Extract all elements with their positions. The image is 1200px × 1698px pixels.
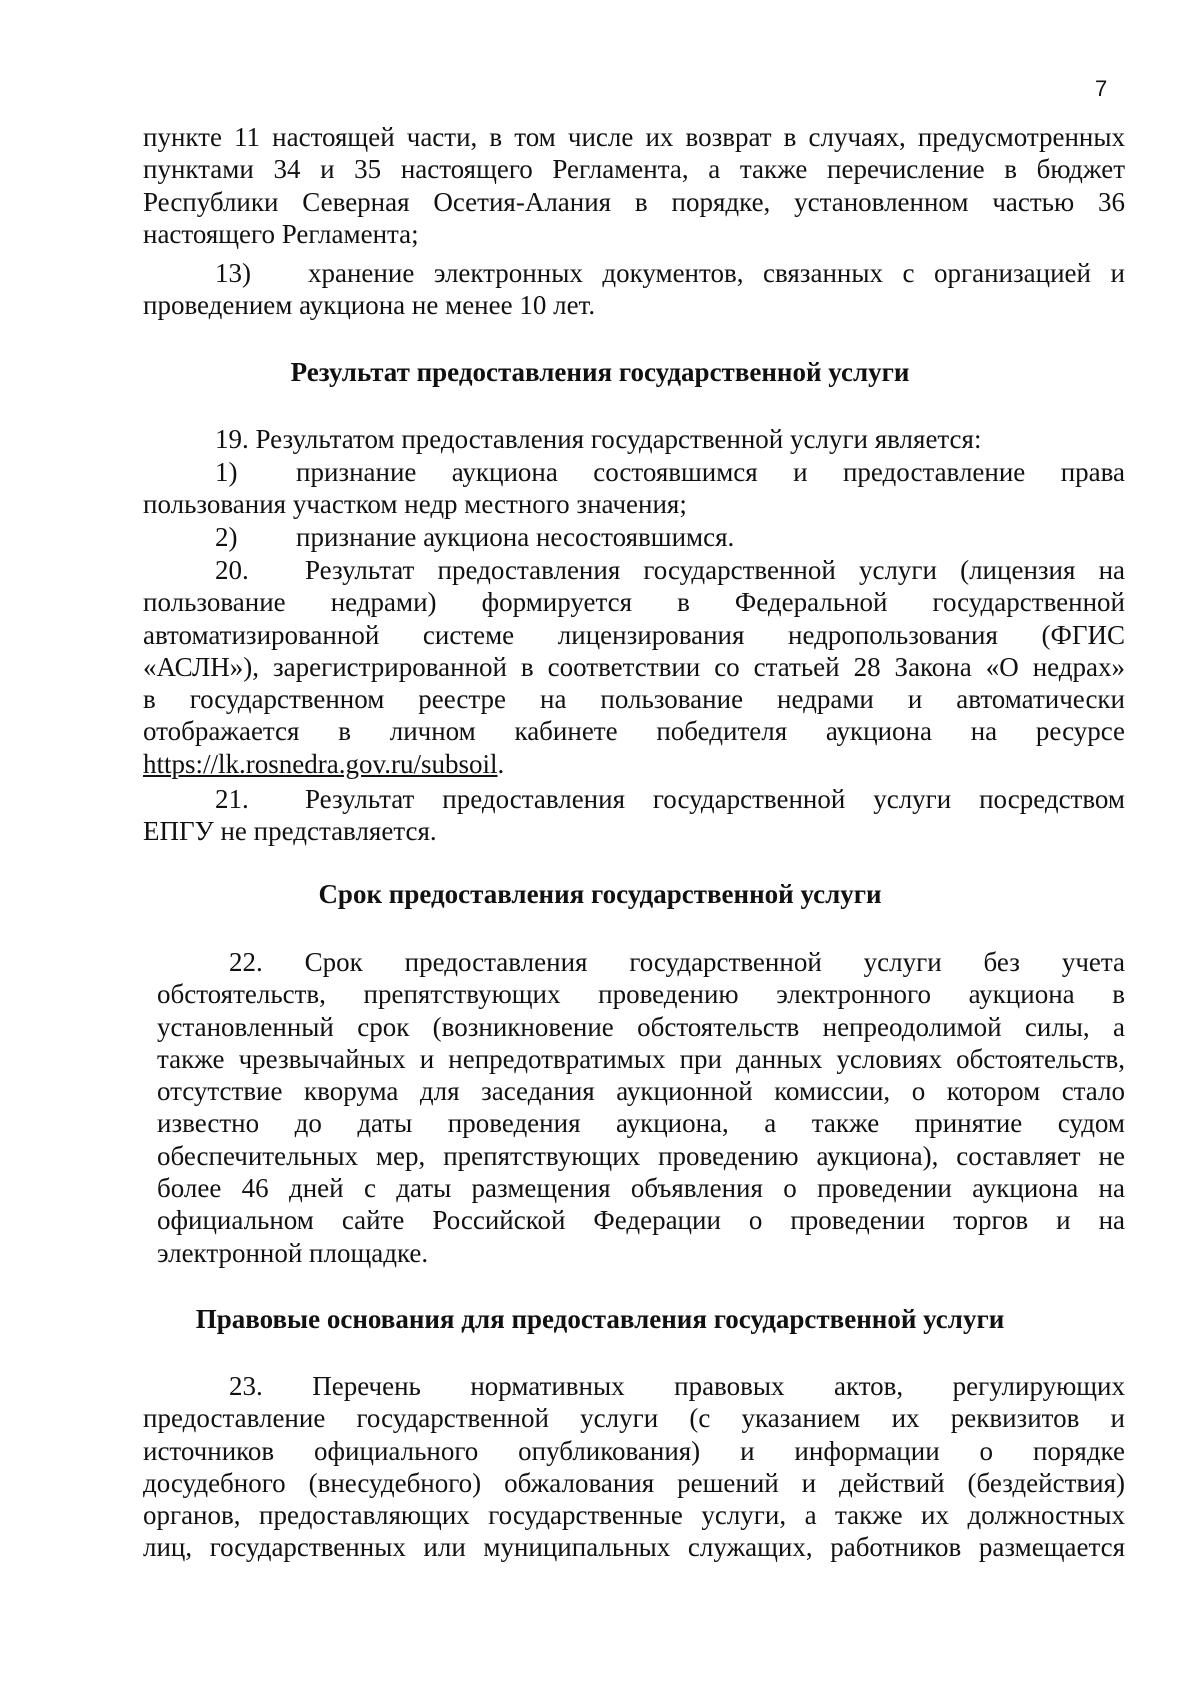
section-heading-result: Результат предоставления государственной услуги xyxy=(290,357,910,387)
intro-paragraph xyxy=(143,121,1125,250)
text-line: автоматизированной системе лицензирования недропользования (ФГИС xyxy=(143,619,1125,650)
item-2 xyxy=(143,521,1125,553)
link-line xyxy=(143,748,1125,780)
paragraph-23 xyxy=(143,1370,1125,1564)
paragraph-20 xyxy=(143,554,1125,780)
item-13 xyxy=(143,257,1125,322)
text-line: Республики Северная Осетия-Алания в порядке, установленном частью 36 xyxy=(143,186,1125,217)
rosnedra-link[interactable]: https://lk.rosnedra.gov.ru/subsoil xyxy=(143,748,498,779)
text-line: более 46 дней с даты размещения объявления о проведении аукциона на xyxy=(157,1173,1125,1204)
text-line: пользования участком недр местного значения; xyxy=(143,489,687,520)
text-line: Результат предоставления государственной услуги (лицензия на xyxy=(305,555,1125,585)
text-line: признание аукциона несостоявшимся. xyxy=(296,522,735,552)
text-line: отсутствие кворума для заседания аукционной комиссии, о котором стало xyxy=(157,1076,1125,1107)
text-line: установленный срок (возникновение обстоятельств непреодолимой силы, а xyxy=(157,1011,1125,1042)
text-line: досудебного (внесудебного) обжалования решений и действий (бездействия) xyxy=(143,1467,1125,1498)
link-tail: . xyxy=(497,748,505,779)
text-line: пользование недрами) формируется в Федеральной государственной xyxy=(143,587,1125,618)
item-number: 1) xyxy=(215,457,238,487)
paragraph-22 xyxy=(157,946,1125,1269)
paragraph-21 xyxy=(143,783,1125,848)
text-line: также чрезвычайных и непредотвратимых при данных условиях обстоятельств, xyxy=(157,1043,1125,1074)
text-line: отображается в личном кабинете победителя аукциона на ресурсе xyxy=(143,716,1125,747)
text-line: пунктами 34 и 35 настоящего Регламента, а также перечисление в бюджет xyxy=(143,154,1125,185)
item-1 xyxy=(143,456,1125,521)
text-line: обеспечительных мер, препятствующих проведению аукциона), составляет не xyxy=(157,1140,1125,1171)
text-line: обстоятельств, препятствующих проведению электронного аукциона в xyxy=(157,979,1125,1010)
text-line: 19. Результатом предоставления государственной услуги является: xyxy=(215,424,982,454)
text-line: ЕПГУ не представляется. xyxy=(143,816,437,847)
text-line: проведением аукциона не менее 10 лет. xyxy=(143,290,596,321)
text-line: настоящего Регламента; xyxy=(143,218,419,249)
item-number: 2) xyxy=(215,522,238,552)
text-line: электронной площадке. xyxy=(157,1237,429,1268)
section-heading-legal: Правовые основания для предоставления государственной услуги xyxy=(195,1304,1005,1334)
text-line: в государственном реестре на пользование недрами и автоматически xyxy=(143,684,1125,715)
text-line: предоставление государственной услуги (с указанием их реквизитов и xyxy=(143,1403,1125,1434)
text-line: органов, предоставляющих государственные услуги, а также их должностных xyxy=(143,1500,1125,1531)
text-line: хранение электронных документов, связанных с организацией и xyxy=(308,258,1125,288)
text-line: признание аукциона состоявшимся и предоставление права xyxy=(296,457,1125,487)
item-number: 21. xyxy=(215,784,249,814)
text-line: лиц, государственных или муниципальных служащих, работников размещается xyxy=(143,1532,1125,1563)
text-line: Результат предоставления государственной услуги посредством xyxy=(305,784,1125,814)
text-line: пункте 11 настоящей части, в том числе их возврат в случаях, предусмотренных xyxy=(143,122,1125,152)
text-line: источников официального опубликования) и информации о порядке xyxy=(143,1435,1125,1466)
text-line: «АСЛН»), зарегистрированной в соответствии со статьей 28 Закона «О недрах» xyxy=(143,651,1125,682)
text-line: 23. Перечень нормативных правовых актов, регулирующих xyxy=(229,1371,1125,1401)
item-number: 20. xyxy=(215,555,249,585)
page-number: 7 xyxy=(1095,76,1108,101)
section-heading-term: Срок предоставления государственной услуги xyxy=(318,879,882,909)
text-line: официальном сайте Российской Федерации о проведении торгов и на xyxy=(157,1205,1125,1236)
paragraph-19 xyxy=(143,423,1125,455)
item-number: 13) xyxy=(215,258,251,288)
text-line: 22. Срок предоставления государственной услуги без учета xyxy=(229,947,1125,977)
text-line: известно до даты проведения аукциона, а также принятие судом xyxy=(157,1108,1125,1139)
